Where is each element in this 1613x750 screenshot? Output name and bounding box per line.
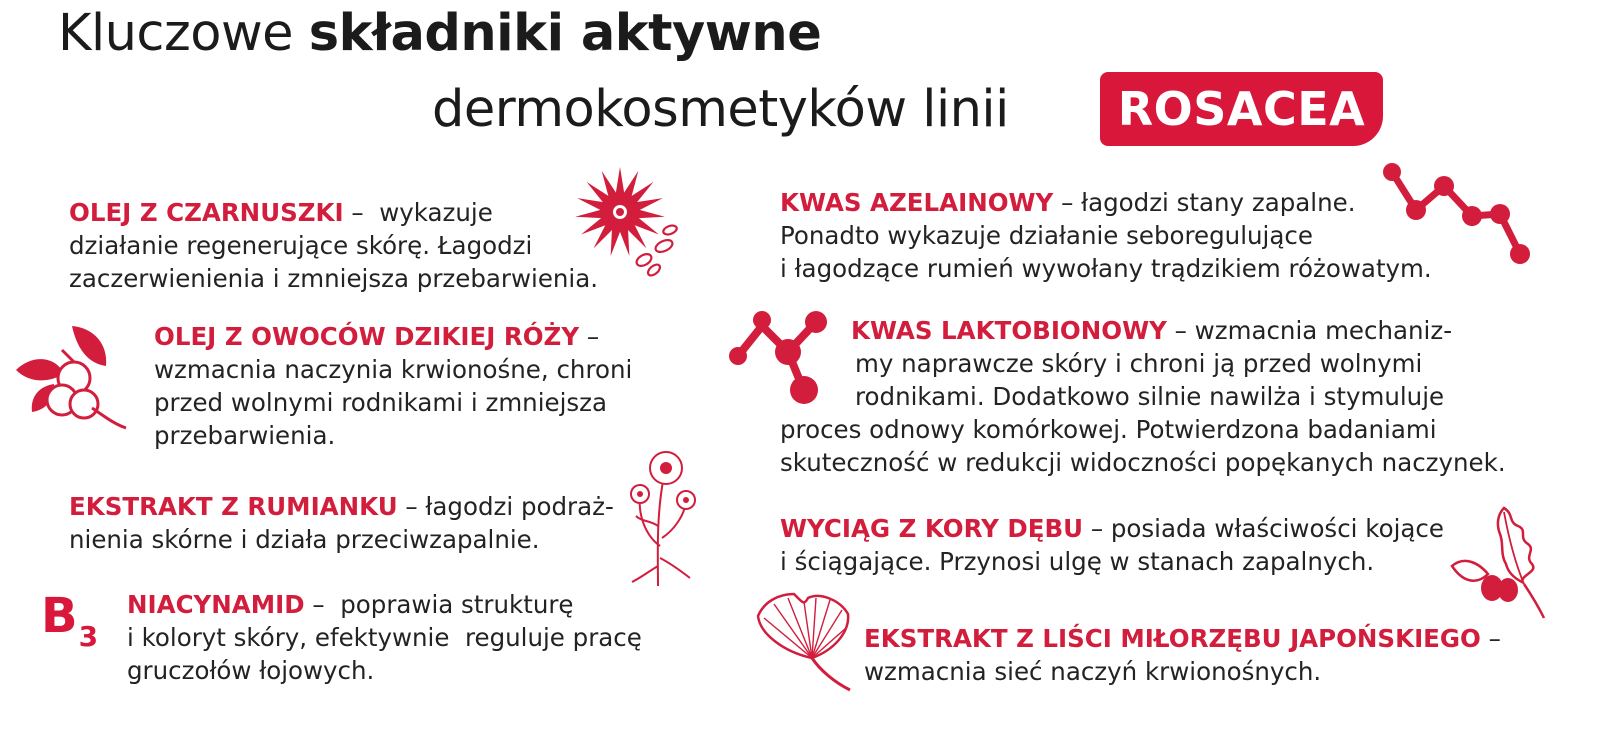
molecule-chain-icon (1378, 158, 1530, 270)
ingredient-nigella (69, 196, 598, 295)
ingredient-text: i łagodzące rumień wywołany trądzikiem różowatym. (780, 254, 1432, 283)
ingredient-text: wzmacnia naczynia krwionośne, chroni (154, 355, 633, 384)
nigella-flower-icon (572, 160, 682, 280)
ingredient-name: NIACYNAMID (127, 590, 305, 619)
ingredient-name: WYCIĄG Z KORY DĘBU (780, 514, 1084, 543)
page-title (58, 4, 821, 63)
title-regular: Kluczowe (58, 4, 309, 63)
ingredient-text: – łagodzi podraż- (397, 492, 614, 521)
ingredient-name: EKSTRAKT Z LIŚCI MIŁORZĘBU JAPOŃSKIEGO (864, 624, 1481, 653)
ingredient-text: – wykazuje (343, 198, 493, 227)
ingredient-text: gruczołów łojowych. (127, 656, 375, 685)
ingredient-text: – (1480, 624, 1501, 653)
ingredient-text: przed wolnymi rodnikami i zmniejsza (154, 388, 608, 417)
ingredient-name: OLEJ Z OWOCÓW DZIKIEJ RÓŻY (154, 322, 580, 351)
ingredient-oak-bark (780, 512, 1444, 578)
ingredient-text: zaczerwienienia i zmniejsza przebarwienia. (69, 264, 599, 293)
ingredient-name: EKSTRAKT Z RUMIANKU (69, 492, 398, 521)
ingredient-text: rodnikami. Dodatkowo silnie nawilża i stymuluje (855, 382, 1445, 411)
ingredient-text: my naprawcze skóry i chroni ją przed wolnymi (855, 349, 1423, 378)
molecule-branch-icon (726, 304, 832, 408)
ingredient-text: – posiada właściwości kojące (1083, 514, 1444, 543)
ingredient-name: OLEJ Z CZARNUSZKI (69, 198, 344, 227)
ingredient-text: – łagodzi stany zapalne. (1053, 188, 1356, 217)
ginkgo-leaf-icon (754, 588, 854, 694)
rosacea-badge: ROSACEA (1100, 72, 1383, 146)
ingredient-niacinamide (127, 588, 642, 687)
ingredient-text: skuteczność w redukcji widoczności popękanych naczynek. (780, 448, 1506, 477)
ingredient-text: wzmacnia sieć naczyń krwionośnych. (864, 657, 1322, 686)
ingredient-text: – (579, 322, 600, 351)
ingredient-name: KWAS LAKTOBIONOWY (851, 316, 1167, 345)
title-bold: składniki aktywne (308, 4, 822, 63)
ingredient-text: działanie regenerujące skórę. Łagodzi (69, 231, 533, 260)
ingredient-azelaic (780, 186, 1432, 285)
b3-vitamin-icon: $B_3$ (41, 588, 99, 653)
oak-leaf-icon (1448, 504, 1548, 622)
ingredient-chamomile (69, 490, 614, 556)
ingredient-lactobionic (780, 314, 1506, 479)
ingredient-text: przebarwienia. (154, 421, 336, 450)
ingredient-name: KWAS AZELAINOWY (780, 188, 1054, 217)
ingredient-ginkgo (864, 622, 1501, 688)
ingredient-text: Ponadto wykazuje działanie seboregulujące (780, 221, 1313, 250)
ingredient-text: – poprawia strukturę (304, 590, 574, 619)
ingredient-text: – wzmacnia mechaniz- (1166, 316, 1453, 345)
page-subtitle: dermokosmetyków linii (432, 80, 1009, 139)
ingredient-text: i ściągające. Przynosi ulgę w stanach zapalnych. (780, 547, 1375, 576)
ingredient-text: nienia skórne i działa przeciwzapalnie. (69, 525, 540, 554)
ingredient-text: i koloryt skóry, efektywnie reguluje pracę (127, 623, 642, 652)
chamomile-icon (628, 446, 698, 588)
rosehip-icon (12, 320, 132, 432)
ingredient-rosehip (154, 320, 632, 452)
ingredient-text: proces odnowy komórkowej. Potwierdzona badaniami (780, 415, 1437, 444)
